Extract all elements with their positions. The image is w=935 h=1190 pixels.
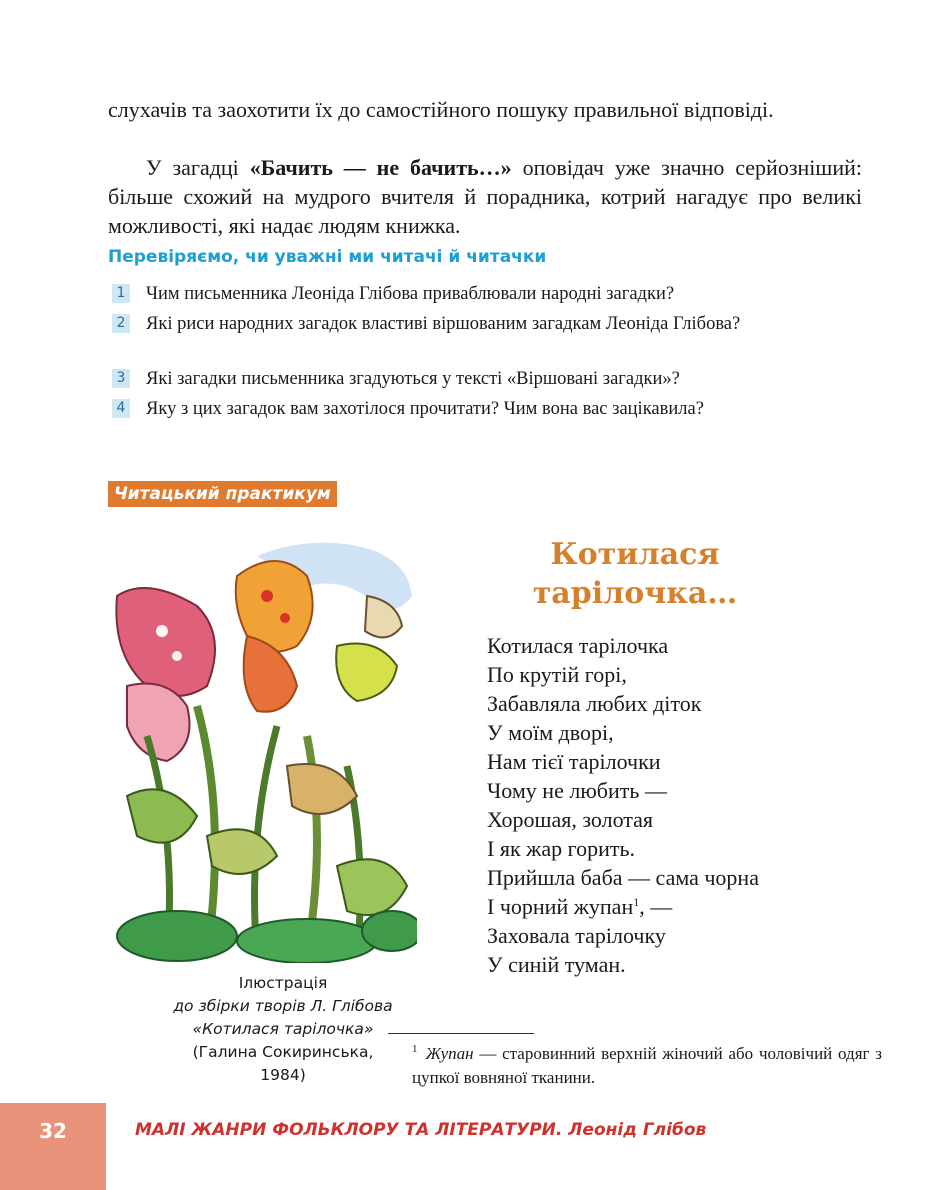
page-number: 32 <box>39 1119 67 1143</box>
caption-line-2: до збірки творів Л. Глібова <box>173 997 393 1015</box>
illustration-caption <box>108 972 458 1087</box>
poem-line <box>487 892 759 921</box>
poem-line: По крутій горі, <box>487 662 627 687</box>
caption-line-1: Ілюстрація <box>238 974 328 992</box>
question-number: 4 <box>112 399 130 418</box>
question-item <box>112 312 862 336</box>
footnote-mark: 1 <box>412 1043 418 1055</box>
caption-line-5: 1984) <box>260 1066 306 1084</box>
question-text: Які риси народних загадок властиві віршованим загадкам Леоніда Глібова? <box>146 314 741 334</box>
intro-paragraph-1: слухачів та заохотити їх до самостійного пошуку правильної відповіді. <box>108 97 774 122</box>
caption-line-4: (Галина Сокиринська, <box>192 1043 374 1061</box>
question-number: 2 <box>112 314 130 333</box>
footnote-reference[interactable]: 1 <box>633 895 640 909</box>
poem-title-line-1: Котилася <box>550 537 720 572</box>
poem-line-tail: , — <box>639 894 673 919</box>
page-number-block <box>0 1103 106 1190</box>
question-text: Чим письменника Леоніда Глібова приваблювали народні загадки? <box>146 284 675 304</box>
poem-body <box>487 631 759 979</box>
butterflies-flowers-illustration <box>107 536 417 963</box>
poem-line: І як жар горить. <box>487 836 635 861</box>
question-number: 3 <box>112 369 130 388</box>
footnote <box>412 1042 882 1090</box>
running-head <box>135 1120 706 1140</box>
running-head-title: МАЛІ ЖАНРИ ФОЛЬКЛОРУ ТА ЛІТЕРАТУРИ. <box>135 1120 563 1140</box>
question-item <box>112 282 862 306</box>
intro-p2-start: У загадці <box>146 155 250 180</box>
poem-line: У синій туман. <box>487 952 626 977</box>
running-head-author: Леонід Глібов <box>568 1120 707 1140</box>
question-number: 1 <box>112 284 130 303</box>
poem-line: Хорошая, золотая <box>487 807 654 832</box>
poem-line: Чому не любить — <box>487 778 667 803</box>
footnote-divider <box>388 1033 534 1034</box>
poem-line: Котилася тарілочка <box>487 633 669 658</box>
poem-line: Нам тієї тарілочки <box>487 749 661 774</box>
footnote-text: — старовинний верхній жіночий або чоловічий одяг з цупкої вовняної тканини. <box>412 1044 882 1087</box>
poem-line: Забавляла любих діток <box>487 691 702 716</box>
poem-line: Заховала тарілочку <box>487 923 666 948</box>
intro-p2-end: оповідач уже значно серйозніший: більше схожий на мудрого вчителя й порадника, котрий нагадує про великі можливості, які надає людям книжка. <box>108 155 862 238</box>
poem-line-text: І чорний жупан <box>487 894 634 919</box>
question-item <box>112 397 862 421</box>
poem-line: У моїм дворі, <box>487 720 614 745</box>
section-title: Перевіряємо, чи уважні ми читачі й читачки <box>108 247 547 267</box>
poem-title <box>460 535 810 613</box>
practicum-label: Читацький практикум <box>108 481 337 507</box>
question-text: Яку з цих загадок вам захотілося прочитати? Чим вона вас зацікавила? <box>146 399 704 419</box>
riddle-title-bold: «Бачить — не бачить…» <box>249 155 512 180</box>
footnote-term: Жупан <box>425 1044 474 1063</box>
question-item <box>112 367 862 391</box>
poem-line: Прийшла баба — сама чорна <box>487 865 759 890</box>
question-text: Які загадки письменника згадуються у тексті «Віршовані загадки»? <box>146 369 680 389</box>
poem-title-line-2: тарілочка… <box>532 576 738 611</box>
caption-line-3: «Котилася тарілочка» <box>192 1020 374 1038</box>
intro-paragraph-2 <box>108 153 862 240</box>
